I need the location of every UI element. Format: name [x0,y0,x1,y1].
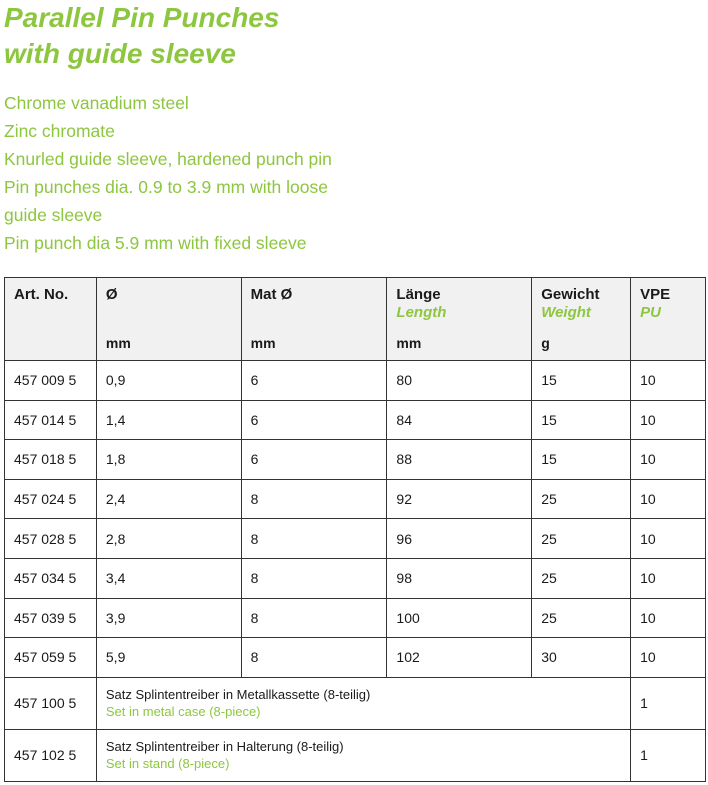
feature-item: Pin punches dia. 0.9 to 3.9 mm with loose [4,177,328,197]
set-description-de: Satz Splintentreiber in Halterung (8-teilig) [105,739,344,755]
header-length-unit: mm [396,335,422,351]
cell-pu: 10 [631,440,706,480]
cell-pu: 10 [631,638,706,678]
cell-art-no: 457 059 5 [5,638,97,678]
cell-weight: 15 [532,400,631,440]
cell-pu: 10 [631,598,706,638]
cell-pu: 10 [631,479,706,519]
header-mat-diameter [241,278,387,361]
cell-pu: 1 [631,729,706,781]
header-pu-de: VPE [640,286,671,303]
cell-length: 84 [387,400,532,440]
cell-art-no: 457 102 5 [5,729,97,781]
set-description-en: Set in metal case (8-piece) [105,704,261,720]
header-weight [532,278,631,361]
cell-set-description [96,677,630,729]
cell-diameter: 2,4 [96,479,241,519]
header-length-de: Länge [396,286,441,303]
feature-item: Chrome vanadium steel [4,93,189,113]
header-length-label [396,286,446,322]
cell-mat-diameter: 8 [241,598,387,638]
table-row [5,558,706,598]
cell-length: 98 [387,558,532,598]
header-mat-diameter-unit: mm [250,335,276,351]
table-row [5,638,706,678]
cell-weight: 25 [532,479,631,519]
cell-diameter: 1,4 [96,400,241,440]
cell-pu: 10 [631,361,706,401]
header-diameter-unit: mm [105,335,131,351]
cell-pu: 1 [631,677,706,729]
set-description-de: Satz Splintentreiber in Metallkassette (8-teilig) [105,687,371,703]
spec-table [4,277,706,782]
header-diameter [96,278,241,361]
cell-diameter: 1,8 [96,440,241,480]
header-weight-label [541,286,599,322]
feature-item: Pin punch dia 5.9 mm with fixed sleeve [4,233,307,253]
table-row [5,598,706,638]
header-pu-en: PU [640,304,661,321]
cell-mat-diameter: 8 [241,558,387,598]
feature-item: Zinc chromate [4,121,115,141]
cell-length: 96 [387,519,532,559]
header-weight-en: Weight [541,304,591,321]
header-art-no [5,278,97,361]
cell-length: 92 [387,479,532,519]
table-row [5,519,706,559]
set-description-en: Set in stand (8-piece) [105,756,230,772]
header-length-en: Length [396,304,447,321]
cell-diameter: 3,4 [96,558,241,598]
set-row [5,729,706,781]
table-row [5,361,706,401]
title-line-1: Parallel Pin Punches [4,2,280,33]
header-pu-label [640,286,670,322]
cell-set-description [96,729,630,781]
page-title [4,0,279,72]
cell-mat-diameter: 6 [241,440,387,480]
cell-weight: 25 [532,598,631,638]
header-mat-diameter-label: Mat Ø [250,286,293,303]
cell-art-no: 457 009 5 [5,361,97,401]
cell-art-no: 457 034 5 [5,558,97,598]
header-diameter-label: Ø [105,286,118,303]
cell-weight: 25 [532,519,631,559]
cell-weight: 15 [532,440,631,480]
cell-art-no: 457 018 5 [5,440,97,480]
cell-length: 88 [387,440,532,480]
cell-length: 80 [387,361,532,401]
header-weight-unit: g [541,335,550,351]
table-row [5,479,706,519]
title-line-2: with guide sleeve [4,38,236,69]
cell-mat-diameter: 6 [241,400,387,440]
set-row [5,677,706,729]
cell-length: 100 [387,598,532,638]
cell-pu: 10 [631,558,706,598]
cell-pu: 10 [631,400,706,440]
cell-mat-diameter: 8 [241,519,387,559]
header-length [387,278,532,361]
table-row [5,440,706,480]
header-weight-de: Gewicht [541,286,600,303]
cell-diameter: 3,9 [96,598,241,638]
cell-weight: 25 [532,558,631,598]
cell-length: 102 [387,638,532,678]
feature-item: Knurled guide sleeve, hardened punch pin [4,149,332,169]
cell-art-no: 457 039 5 [5,598,97,638]
table-row [5,400,706,440]
cell-art-no: 457 100 5 [5,677,97,729]
cell-pu: 10 [631,519,706,559]
cell-diameter: 0,9 [96,361,241,401]
cell-art-no: 457 024 5 [5,479,97,519]
cell-art-no: 457 028 5 [5,519,97,559]
cell-diameter: 2,8 [96,519,241,559]
cell-mat-diameter: 6 [241,361,387,401]
cell-mat-diameter: 8 [241,479,387,519]
cell-art-no: 457 014 5 [5,400,97,440]
cell-weight: 15 [532,361,631,401]
feature-item: guide sleeve [4,205,103,225]
cell-weight: 30 [532,638,631,678]
cell-mat-diameter: 8 [241,638,387,678]
table-header-row [5,278,706,361]
header-art-no-label: Art. No. [14,286,69,303]
cell-diameter: 5,9 [96,638,241,678]
header-pu [631,278,706,361]
feature-list [4,89,332,257]
